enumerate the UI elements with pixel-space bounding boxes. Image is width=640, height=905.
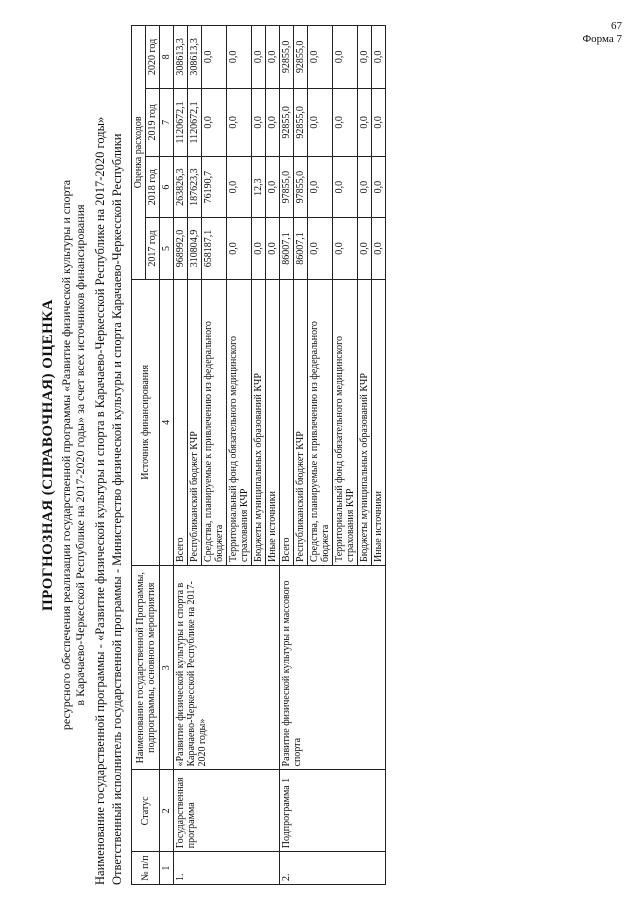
document-subtitle <box>59 25 87 885</box>
row-value: 0,0 <box>333 218 358 279</box>
row-value: 0,0 <box>372 218 386 279</box>
subtitle-line-2: в Карачаево-Черкесской Республике на 2017-2020 годы» за счет всех источников финансирования <box>73 204 87 706</box>
row-value: 0,0 <box>202 88 227 156</box>
subtitle-line-1: ресурсного обеспечения реализации государственной программы «Развитие физической культуры и спорта <box>59 179 73 731</box>
column-index: 7 <box>160 88 174 156</box>
row-value: 0,0 <box>358 156 372 217</box>
row-value: 0,0 <box>266 26 280 89</box>
row-value: 263826,3 <box>174 156 188 217</box>
row-value: 0,0 <box>358 88 372 156</box>
page-number: 67 <box>611 20 622 32</box>
rotated-page-content <box>40 25 630 885</box>
row-value: 0,0 <box>252 26 266 89</box>
header-year: 2019 год <box>146 88 160 156</box>
row-value: 0,0 <box>227 88 252 156</box>
table-header-row <box>132 26 146 885</box>
row-value: 0,0 <box>358 26 372 89</box>
header-name: Наименование государственной Программы, подпрограммы, основного мероприятия <box>132 565 160 770</box>
table-row <box>280 26 294 885</box>
header-status: Статус <box>132 770 160 852</box>
column-index: 4 <box>160 279 174 565</box>
row-value: 0,0 <box>202 26 227 89</box>
row-funding-source: Республиканский бюджет КЧР <box>294 279 308 565</box>
row-value: 0,0 <box>372 156 386 217</box>
row-value: 0,0 <box>333 156 358 217</box>
responsible-executor: Ответственный исполнитель государственной программы - Министерство физической культуры и спорта Карачаево-Черкесской Республики <box>110 133 124 885</box>
header-num: № п/п <box>132 852 160 885</box>
row-value: 0,0 <box>333 26 358 89</box>
funding-table <box>131 25 386 885</box>
row-value: 0,0 <box>252 218 266 279</box>
row-value: 310804,9 <box>188 218 202 279</box>
document-title: ПРОГНОЗНАЯ (СПРАВОЧНАЯ) ОЦЕНКА <box>40 299 56 611</box>
row-funding-source: Бюджеты муниципальных образований КЧР <box>358 279 372 565</box>
row-value: 0,0 <box>333 88 358 156</box>
row-value: 0,0 <box>358 218 372 279</box>
row-value: 1120672,1 <box>188 88 202 156</box>
table-body <box>174 26 386 885</box>
row-value: 97855,0 <box>294 156 308 217</box>
column-index: 3 <box>160 565 174 770</box>
column-index: 6 <box>160 156 174 217</box>
row-funding-source: Всего <box>280 279 294 565</box>
row-funding-source: Территориальный фонд обязательного медицинского страхования КЧР <box>227 279 252 565</box>
row-value: 0,0 <box>308 156 333 217</box>
row-funding-source: Всего <box>174 279 188 565</box>
row-value: 0,0 <box>308 218 333 279</box>
row-value: 92855,0 <box>294 26 308 89</box>
row-value: 187623,3 <box>188 156 202 217</box>
row-number: 1. <box>174 852 280 885</box>
row-funding-source: Территориальный фонд обязательного медицинского страхования КЧР <box>333 279 358 565</box>
row-value: 76190,7 <box>202 156 227 217</box>
row-value: 12,3 <box>252 156 266 217</box>
row-value: 0,0 <box>308 88 333 156</box>
header-year: 2017 год <box>146 218 160 279</box>
row-value: 0,0 <box>372 88 386 156</box>
row-value: 968992,0 <box>174 218 188 279</box>
column-index: 1 <box>160 852 174 885</box>
row-value: 0,0 <box>252 88 266 156</box>
row-funding-source: Средства, планируемые к привлечению из федерального бюджета <box>308 279 333 565</box>
row-funding-source: Иные источники <box>372 279 386 565</box>
header-source: Источник финансирования <box>132 279 160 565</box>
row-value: 308613,3 <box>174 26 188 89</box>
column-index: 5 <box>160 218 174 279</box>
row-funding-source: Иные источники <box>266 279 280 565</box>
row-value: 86007,1 <box>294 218 308 279</box>
row-number: 2. <box>280 852 386 885</box>
row-value: 0,0 <box>227 218 252 279</box>
row-value: 92855,0 <box>280 26 294 89</box>
row-value: 658187,1 <box>202 218 227 279</box>
row-value: 86007,1 <box>280 218 294 279</box>
header-year: 2018 год <box>146 156 160 217</box>
row-funding-source: Республиканский бюджет КЧР <box>188 279 202 565</box>
row-value: 308613,3 <box>188 26 202 89</box>
header-estimate: Оценка расходов <box>132 26 146 280</box>
row-status: Государственная программа <box>174 770 280 852</box>
row-value: 1120672,1 <box>174 88 188 156</box>
program-name: Наименование государственной программы - «Развитие физической культуры и спорта в Карачаево-Черкесской Республике на 2017-2020 годы» <box>93 116 107 885</box>
row-value: 0,0 <box>372 26 386 89</box>
row-value: 0,0 <box>227 156 252 217</box>
header-year: 2020 год <box>146 26 160 89</box>
row-status: Подпрограмма 1 <box>280 770 386 852</box>
row-value: 0,0 <box>266 88 280 156</box>
table-row <box>174 26 188 885</box>
column-index: 8 <box>160 26 174 89</box>
form-label: Форма 7 <box>582 33 622 45</box>
row-funding-source: Бюджеты муниципальных образований КЧР <box>252 279 266 565</box>
row-value: 0,0 <box>266 218 280 279</box>
row-value: 0,0 <box>308 26 333 89</box>
row-program-name: «Развитие физической культуры и спорта в Карачаево-Черкесской Республике на 2017-2020 годы» <box>174 565 280 770</box>
row-funding-source: Средства, планируемые к привлечению из федерального бюджета <box>202 279 227 565</box>
column-index: 2 <box>160 770 174 852</box>
row-value: 92855,0 <box>294 88 308 156</box>
column-index-row <box>160 26 174 885</box>
row-value: 97855,0 <box>280 156 294 217</box>
row-program-name: Развитие физической культуры и массового спорта <box>280 565 386 770</box>
row-value: 0,0 <box>266 156 280 217</box>
row-value: 92855,0 <box>280 88 294 156</box>
row-value: 0,0 <box>227 26 252 89</box>
